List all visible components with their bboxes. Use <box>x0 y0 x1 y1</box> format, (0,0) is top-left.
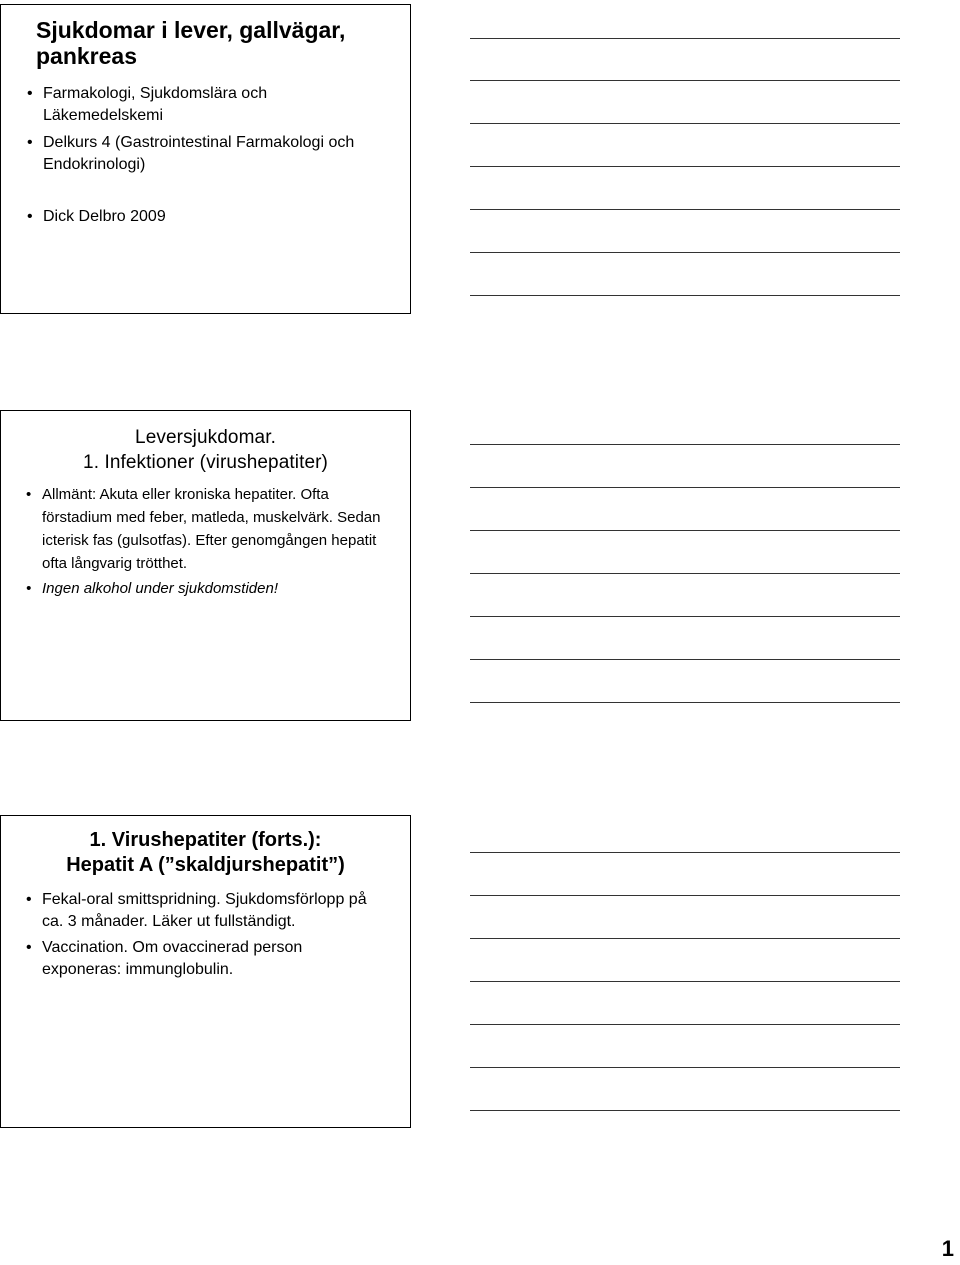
note-line <box>470 981 900 982</box>
note-line <box>470 1024 900 1025</box>
note-line <box>470 895 900 896</box>
note-line <box>470 530 900 531</box>
note-line <box>470 573 900 574</box>
bullet-item: • Ingen alkohol under sjukdomstiden! <box>42 577 392 600</box>
bullet-item: • Delkurs 4 (Gastrointestinal Farmakologi och Endokrinologi) <box>43 132 383 176</box>
note-line <box>470 1067 900 1068</box>
slide-title-line-1: 1. Virushepatiter (forts.): <box>89 829 322 851</box>
slide-title: Sjukdomar i lever, gallvägar, pankreas <box>36 17 346 69</box>
slide-2 <box>0 410 411 721</box>
note-line <box>470 295 900 296</box>
bullet-list <box>1 878 410 981</box>
note-line <box>470 938 900 939</box>
slide-title-line-1: Leversjukdomar. <box>135 427 276 448</box>
bullet-item: • Farmakologi, Sjukdomslära och Läkemedelskemi <box>43 83 383 127</box>
bullet-item: • Allmänt: Akuta eller kroniska hepatiter. Ofta förstadium med feber, matleda, muskelvärk. Sedan icterisk fas (gulsotfas). Efter genomgången hepatit ofta långvarig trötthet. <box>42 483 392 575</box>
note-line <box>470 38 900 39</box>
bullet-item: • Dick Delbro 2009 <box>43 206 383 228</box>
note-line <box>470 80 900 81</box>
page-number: 1 <box>941 1236 954 1261</box>
bullet-item: • Vaccination. Om ovaccinerad person exponeras: immunglobulin. <box>42 937 382 981</box>
note-line <box>470 702 900 703</box>
note-line <box>470 1110 900 1111</box>
note-line <box>470 616 900 617</box>
slide-1 <box>0 4 411 314</box>
slide-title-line-2: Hepatit A (”skaldjurshepatit”) <box>66 854 345 876</box>
note-line <box>470 852 900 853</box>
slide-title <box>1 411 410 475</box>
bullet-list <box>1 475 410 600</box>
bullet-item: • Fekal-oral smittspridning. Sjukdomsförlopp på ca. 3 månader. Läker ut fullständigt. <box>42 889 382 933</box>
slide-title <box>1 816 410 878</box>
note-line <box>470 123 900 124</box>
slide-title-line-2: 1. Infektioner (virushepatiter) <box>83 452 328 473</box>
note-line <box>470 659 900 660</box>
note-line <box>470 252 900 253</box>
note-line <box>470 166 900 167</box>
note-line <box>470 209 900 210</box>
slide-3 <box>0 815 411 1128</box>
note-line <box>470 444 900 445</box>
bullet-list <box>1 69 410 228</box>
note-line <box>470 487 900 488</box>
